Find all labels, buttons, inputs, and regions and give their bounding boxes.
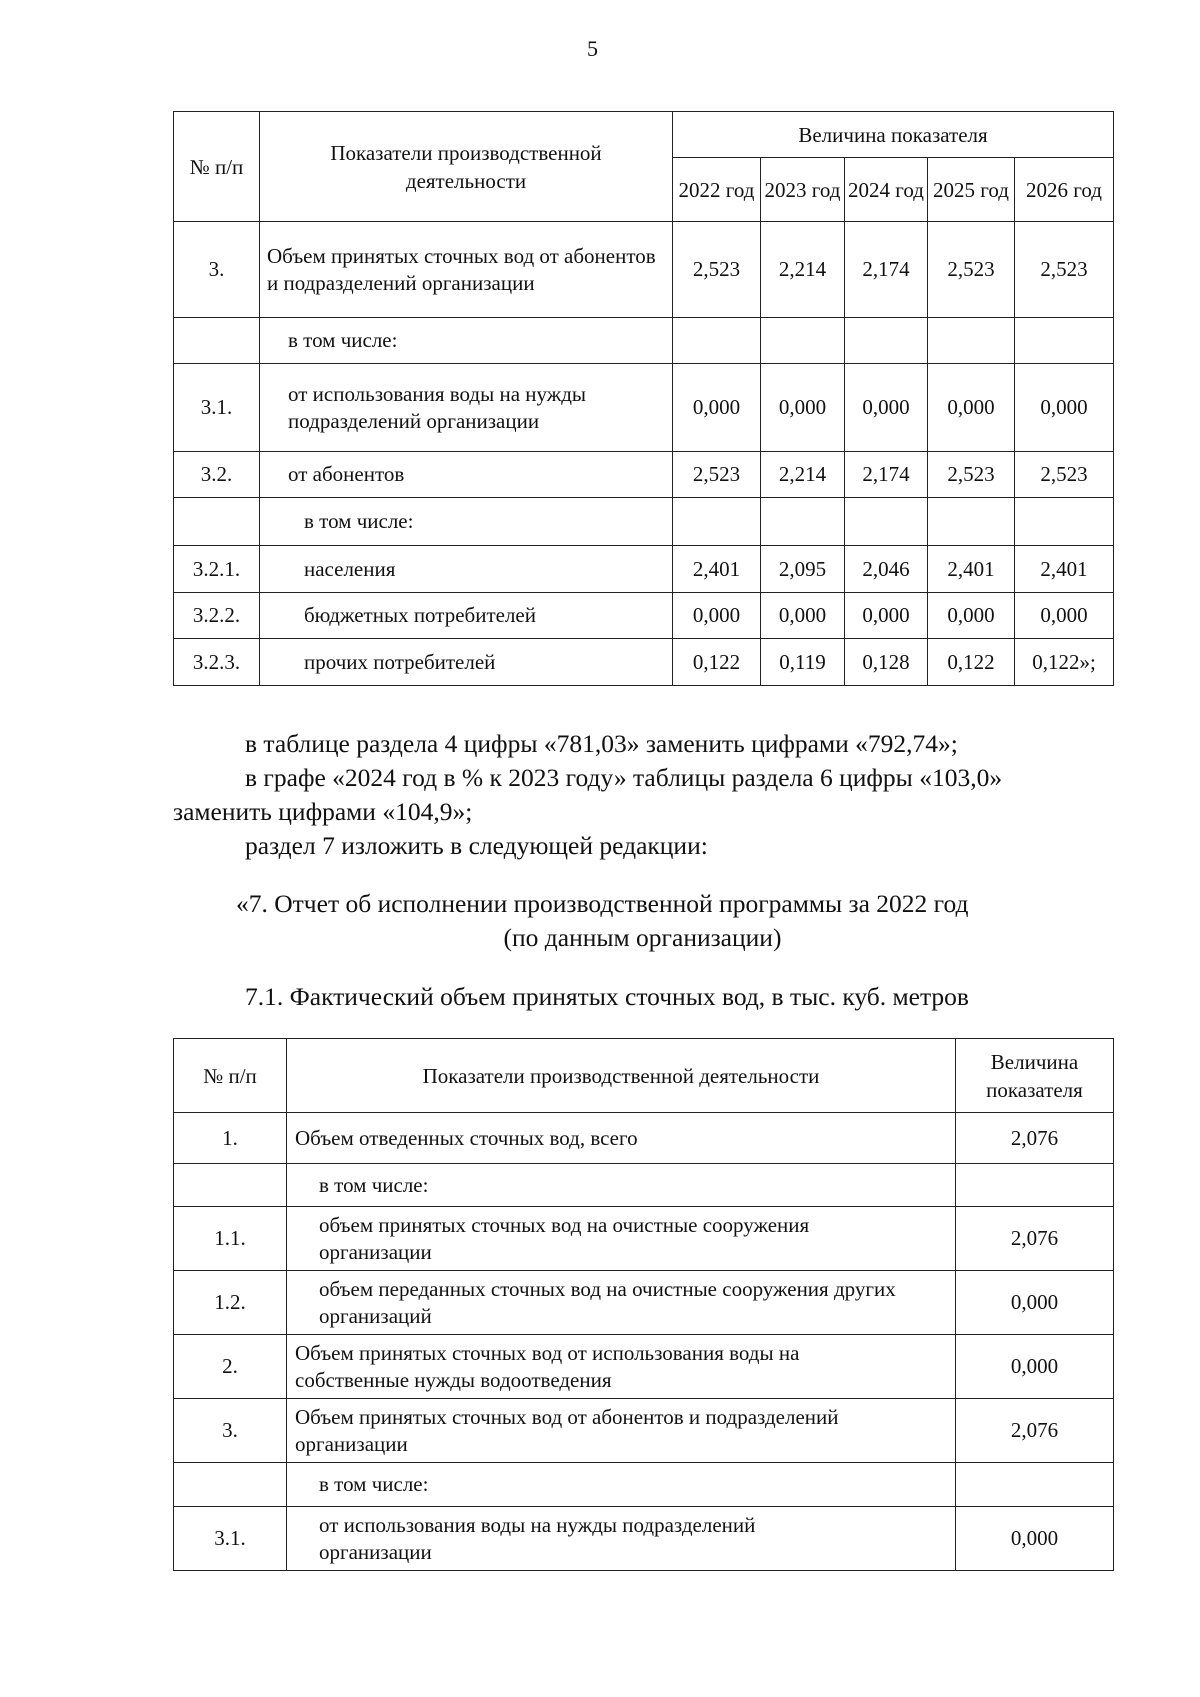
row-num: [174, 1164, 287, 1207]
table-row: [174, 364, 1114, 452]
row-value: 0,000: [761, 364, 845, 452]
row-value: 0,000: [761, 593, 845, 639]
row-label: Объем принятых сточных вод от использования воды на собственные нужды водоотведения: [287, 1335, 956, 1399]
row-value: [845, 318, 928, 364]
row-value: 2,523: [673, 452, 761, 498]
row-num: [174, 318, 260, 364]
header-year: 2022 год: [673, 158, 761, 222]
row-value: 0,000: [845, 364, 928, 452]
row-num: [174, 1463, 287, 1507]
row-num: 1.: [174, 1113, 287, 1164]
section-heading-line2: (по данным организации): [503, 923, 782, 952]
header-num: № п/п: [174, 1039, 287, 1113]
amendment-paragraph-3: раздел 7 изложить в следующей редакции:: [245, 831, 708, 860]
row-value: 2,523: [928, 222, 1015, 318]
row-value: 0,000: [928, 364, 1015, 452]
row-label: Объем отведенных сточных вод, всего: [287, 1113, 956, 1164]
table-row: [174, 639, 1114, 686]
row-label: в том числе:: [260, 318, 673, 364]
header-year: 2026 год: [1015, 158, 1114, 222]
row-label: объем переданных сточных вод на очистные сооружения других организаций: [287, 1271, 956, 1335]
row-value: 0,128: [845, 639, 928, 686]
row-value: 0,000: [928, 593, 1015, 639]
row-value: 2,523: [1015, 222, 1114, 318]
row-value: 2,214: [761, 222, 845, 318]
row-value: 2,214: [761, 452, 845, 498]
table-row: [174, 452, 1114, 498]
row-num: 3.: [174, 1399, 287, 1463]
row-label: в том числе:: [287, 1463, 956, 1507]
header-indicator: Показатели производственной деятельности: [260, 112, 673, 222]
row-value: 2,401: [673, 546, 761, 593]
row-value: [761, 498, 845, 546]
header-indicator: Показатели производственной деятельности: [287, 1039, 956, 1113]
row-value: 2,174: [845, 222, 928, 318]
row-value: 2,401: [1015, 546, 1114, 593]
table-row: [174, 546, 1114, 593]
row-value: 2,523: [673, 222, 761, 318]
section-heading-line1: «7. Отчет об исполнении производственной программы за 2022 год: [236, 889, 969, 918]
table-row: [174, 1271, 1114, 1335]
table-row: [174, 1113, 1114, 1164]
row-num: 3.2.3.: [174, 639, 260, 686]
row-value: [928, 498, 1015, 546]
row-num: 3.: [174, 222, 260, 318]
row-num: 3.2.: [174, 452, 260, 498]
table-row: [174, 593, 1114, 639]
row-value: 0,000: [956, 1335, 1114, 1399]
row-value: 2,095: [761, 546, 845, 593]
row-value: [956, 1463, 1114, 1507]
row-label: Объем принятых сточных вод от абонентов и подразделений организации: [287, 1399, 956, 1463]
row-label: от абонентов: [260, 452, 673, 498]
row-value: 0,000: [956, 1271, 1114, 1335]
row-label: от использования воды на нужды подразделений организации: [260, 364, 673, 452]
row-label: населения: [260, 546, 673, 593]
table-row: [174, 222, 1114, 318]
row-num: 2.: [174, 1335, 287, 1399]
table-row: [174, 1164, 1114, 1207]
row-num: 1.2.: [174, 1271, 287, 1335]
row-label: в том числе:: [260, 498, 673, 546]
row-num: 3.2.1.: [174, 546, 260, 593]
table-row: [174, 498, 1114, 546]
row-value: [845, 498, 928, 546]
row-value: 0,000: [673, 364, 761, 452]
row-value: [928, 318, 1015, 364]
actual-volume-table: [173, 1038, 1114, 1571]
row-value: 0,119: [761, 639, 845, 686]
table-row: [174, 1399, 1114, 1463]
row-value: 2,174: [845, 452, 928, 498]
row-value: [761, 318, 845, 364]
row-value: [956, 1164, 1114, 1207]
header-year: 2025 год: [928, 158, 1015, 222]
header-num: № п/п: [174, 112, 260, 222]
page-number: 5: [587, 36, 598, 61]
row-label: объем принятых сточных вод на очистные сооружения организации: [287, 1207, 956, 1271]
row-value: 2,076: [956, 1207, 1114, 1271]
row-value: 0,000: [1015, 364, 1114, 452]
row-value: 2,401: [928, 546, 1015, 593]
row-label: Объем принятых сточных вод от абонентов и подразделений организации: [260, 222, 673, 318]
row-num: 3.1.: [174, 1507, 287, 1571]
row-label: бюджетных потребителей: [260, 593, 673, 639]
row-value: [673, 318, 761, 364]
row-value: 2,076: [956, 1399, 1114, 1463]
row-value: 0,000: [673, 593, 761, 639]
row-value: 0,122: [928, 639, 1015, 686]
production-indicators-table: [173, 111, 1114, 686]
row-value: 0,000: [956, 1507, 1114, 1571]
row-value: 0,000: [1015, 593, 1114, 639]
row-value: 2,523: [928, 452, 1015, 498]
table-row: [174, 318, 1114, 364]
header-value-group: Величина показателя: [673, 112, 1114, 158]
table-row: [174, 1207, 1114, 1271]
table-row: [174, 1335, 1114, 1399]
row-num: 3.2.2.: [174, 593, 260, 639]
header-year: 2024 год: [845, 158, 928, 222]
row-value: [1015, 318, 1114, 364]
amendment-paragraph-2-line2: заменить цифрами «104,9»;: [173, 797, 473, 826]
row-value: 2,523: [1015, 452, 1114, 498]
row-num: 1.1.: [174, 1207, 287, 1271]
subsection-heading: 7.1. Фактический объем принятых сточных вод, в тыс. куб. метров: [245, 982, 969, 1011]
row-num: 3.1.: [174, 364, 260, 452]
amendment-paragraph-2-line1: в графе «2024 год в % к 2023 году» таблицы раздела 6 цифры «103,0»: [245, 763, 1003, 792]
row-value: 0,122: [673, 639, 761, 686]
row-label: в том числе:: [287, 1164, 956, 1207]
table-row: [174, 1463, 1114, 1507]
row-label: прочих потребителей: [260, 639, 673, 686]
row-value: 0,122»;: [1015, 639, 1114, 686]
table-row: [174, 1507, 1114, 1571]
row-value: 2,046: [845, 546, 928, 593]
row-value: 2,076: [956, 1113, 1114, 1164]
row-num: [174, 498, 260, 546]
header-year: 2023 год: [761, 158, 845, 222]
row-value: 0,000: [845, 593, 928, 639]
row-value: [673, 498, 761, 546]
amendment-paragraph-1: в таблице раздела 4 цифры «781,03» заменить цифрами «792,74»;: [245, 729, 958, 758]
row-value: [1015, 498, 1114, 546]
row-label: от использования воды на нужды подразделений организации: [287, 1507, 956, 1571]
header-value: Величина показателя: [956, 1039, 1114, 1113]
